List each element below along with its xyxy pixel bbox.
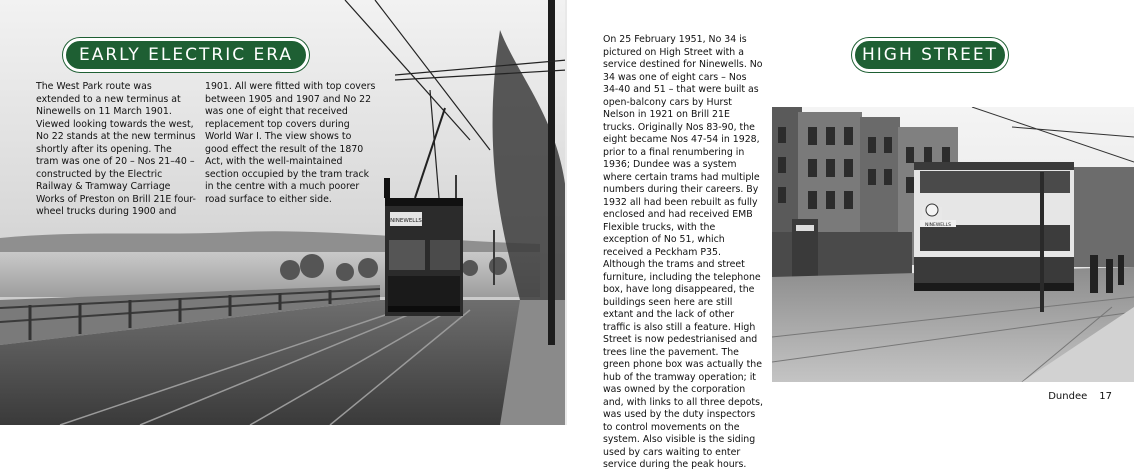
- section-title-banner: [63, 38, 309, 72]
- folio-title: Dundee: [1048, 391, 1088, 402]
- tram-destination-sign-right: NINEWELLS: [924, 223, 952, 228]
- page-number: 17: [1099, 391, 1112, 402]
- caption-column-2: 1901. All were fitted with top covers between 1905 and 1907 and No 22 was one of eight that received replacement top covers during World War I. The view shows to good effect the result of the 1870 Act, with the well-maintained section occupied by the tram track in the centre with a much poorer road surface to either side.: [205, 81, 376, 205]
- section-title: EARLY ELECTRIC ERA: [79, 45, 293, 65]
- section-title-right: HIGH STREET: [861, 45, 998, 65]
- tram-destination-sign: NINEWELLS: [390, 218, 422, 224]
- caption-column-3: On 25 February 1951, No 34 is pictured on High Street with a service destined for Ninewells. No 34 was one of eight cars – Nos 34-40 and 51 – that were built as open-balcony cars by Hurst Nelson in 1921 on Brill 21E trucks. Originally Nos 83-90, the eight became Nos 47-54 in 1928, prior to a final renumbering in 1936; Dundee was a system where certain trams had multiple numbers during their careers. By 1932 all had been rebuilt as fully enclosed and had received EMB Flexible trucks, with the exception of No 51, which received a Peckham P35. Although the trams and street furniture, including the telephone box, have long disappeared, the buildings seen here are still extant and the lack of other traffic is also still a feature. High Street is now pedestrianised and trees line the pavement. The green phone box was actually the hub of the tramway operation; it was owned by the corporation and, with links to all three depots, was used by the duty inspectors to control movements on the system. Also visible is the siding used by cars waiting to enter service during the peak hours.: [603, 34, 763, 470]
- section-title-banner-right: [852, 38, 1008, 72]
- left-page: [0, 0, 567, 425]
- page-footer: [1048, 391, 1112, 402]
- high-street-tram-photo: [772, 107, 1134, 382]
- caption-column-1: The West Park route was extended to a new terminus at Ninewells on 11 March 1901. Viewed looking towards the west, No 22 stands at the new terminus shortly after its opening. The tram was one of 20 – Nos 21–40 – constructed by the Electric Railway & Tramway Carriage Works of Preston on Brill 21E four-wheel trucks during 1900 and: [36, 81, 196, 217]
- tram-no-34: [914, 162, 1074, 291]
